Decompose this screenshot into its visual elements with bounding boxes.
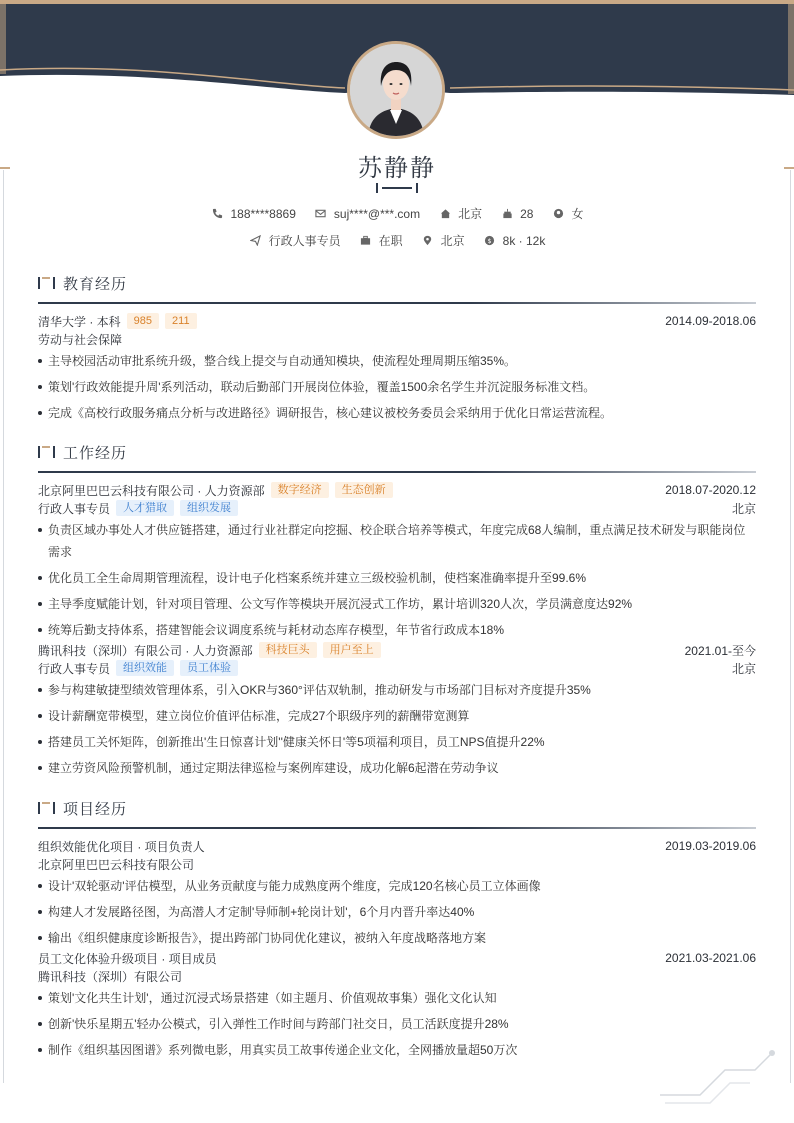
project-period: 2021.03-2021.06	[665, 951, 756, 965]
project-entry	[38, 949, 756, 1061]
company-name: 腾讯科技（深圳）有限公司 · 人力资源部	[38, 643, 253, 658]
project-entry	[38, 837, 756, 949]
education-period: 2014.09-2018.06	[665, 314, 756, 328]
list-item: 策划'行政效能提升周'系列活动，联动后勤部门开展岗位体验，覆盖1500余名学生并沉淀服务标准文档。	[38, 376, 756, 398]
job-role: 行政人事专员	[38, 501, 111, 516]
phone-text: 188****8869	[230, 206, 296, 221]
status-item	[359, 232, 403, 249]
work-title: 工作经历	[63, 444, 128, 462]
gender-item	[551, 205, 583, 222]
cake-icon	[500, 207, 514, 221]
role-tag: 组织发展	[180, 500, 238, 516]
education-heading	[38, 272, 756, 294]
list-item: 制作《组织基因图谱》系列微电影，用真实员工故事传递企业文化，全网播放量超50万次	[38, 1039, 756, 1061]
right-border-line	[790, 170, 791, 1083]
project-name: 员工文化体验升级项目 · 项目成员	[38, 951, 217, 966]
company-tag: 生态创新	[335, 482, 393, 498]
list-item: 统筹后勤支持体系，搭建智能会议调度系统与耗材动态库存模型，年节省行政成本18%	[38, 619, 756, 641]
section-divider	[38, 302, 756, 304]
paper-plane-icon	[249, 234, 263, 248]
job-entry	[38, 481, 756, 641]
school-tag: 985	[127, 313, 159, 329]
education-bullets	[38, 350, 756, 424]
company-tag: 用户至上	[323, 642, 381, 658]
list-item: 主导校园活动审批系统升级，整合线上提交与自动通知模块，使流程处理周期压缩35%。	[38, 350, 756, 372]
role-tag: 员工体验	[180, 660, 238, 676]
list-item: 建立劳资风险预警机制，通过定期法律巡检与案例库建设，成功化解6起潜在劳动争议	[38, 757, 756, 779]
project-company: 北京阿里巴巴云科技有限公司	[38, 857, 195, 872]
project-bullets	[38, 987, 756, 1061]
role-tag: 组织效能	[116, 660, 174, 676]
projects-title: 项目经历	[63, 800, 128, 818]
home-icon	[438, 207, 452, 221]
job-city: 北京	[731, 501, 756, 516]
project-bullets	[38, 875, 756, 949]
contact-row	[0, 205, 794, 222]
project-period: 2019.03-2019.06	[665, 839, 756, 853]
mail-icon	[314, 207, 328, 221]
job-period: 2021.01-至今	[684, 643, 756, 658]
project-company: 腾讯科技（深圳）有限公司	[38, 969, 183, 984]
education-title: 教育经历	[63, 275, 128, 293]
name-divider	[376, 183, 418, 193]
education-entry	[38, 312, 756, 424]
position-item	[249, 232, 341, 249]
briefcase-icon	[359, 234, 373, 248]
city-item	[438, 205, 482, 222]
intent-city-item	[421, 232, 465, 249]
list-item: 负责区域办事处人才供应链搭建，通过行业社群定向挖掘、校企联合培养等模式，年度完成68人编制，重点满足技术研发与职能岗位需求	[38, 519, 756, 563]
list-item: 主导季度赋能计划，针对项目管理、公文写作等模块开展沉浸式工作坊，累计培训320人次，学员满意度达92%	[38, 593, 756, 615]
position-text: 行政人事专员	[268, 234, 341, 248]
job-period: 2018.07-2020.12	[665, 483, 756, 497]
list-item: 构建人才发展路径图，为高潜人才定制'导师制+轮岗计划'，6个月内晋升率达40%	[38, 901, 756, 923]
list-item: 设计薪酬宽带模型，建立岗位价值评估标准，完成27个职级序列的薪酬带宽测算	[38, 705, 756, 727]
email-item	[314, 207, 420, 221]
age-text: 28	[520, 206, 534, 221]
job-city: 北京	[731, 661, 756, 676]
avatar-portrait-icon	[350, 44, 442, 136]
list-item: 优化员工全生命周期管理流程，设计电子化档案系统并建立三级校验机制，使档案准确率提升至99.6%	[38, 567, 756, 589]
status-text: 在职	[378, 234, 403, 248]
list-item: 搭建员工关怀矩阵，创新推出'生日惊喜计划''健康关怀日'等5项福利项目，员工NPS值提升22%	[38, 731, 756, 753]
project-name: 组织效能优化项目 · 项目负责人	[38, 839, 205, 854]
list-item: 设计'双轮驱动'评估模型，从业务贡献度与能力成熟度两个维度，完成120名核心员工立体画像	[38, 875, 756, 897]
company-tag: 科技巨头	[259, 642, 317, 658]
work-heading	[38, 441, 756, 463]
salary-item	[483, 234, 546, 248]
section-mark-icon	[38, 276, 56, 290]
age-item	[500, 207, 533, 221]
projects-section	[38, 797, 756, 1065]
city-text: 北京	[458, 207, 483, 221]
section-mark-icon	[38, 445, 56, 459]
left-border-line	[3, 170, 4, 1083]
job-role: 行政人事专员	[38, 661, 111, 676]
school-name: 清华大学 · 本科	[38, 314, 121, 329]
list-item: 创新'快乐星期五'轻办公模式，引入弹性工作时间与跨部门社交日，员工活跃度提升28%	[38, 1013, 756, 1035]
role-tag: 人才猎取	[116, 500, 174, 516]
location-pin-icon	[421, 234, 435, 248]
intent-row	[0, 232, 794, 249]
work-section	[38, 441, 756, 783]
user-circle-icon	[551, 207, 565, 221]
company-name: 北京阿里巴巴云科技有限公司 · 人力资源部	[38, 483, 265, 498]
job-bullets	[38, 519, 756, 641]
list-item: 完成《高校行政服务痛点分析与改进路径》调研报告，核心建议被校务委员会采纳用于优化日常运营流程。	[38, 402, 756, 424]
major: 劳动与社会保障	[38, 332, 123, 347]
school-tag: 211	[165, 313, 197, 329]
avatar	[347, 41, 445, 139]
list-item: 策划'文化共生计划'，通过沉浸式场景搭建（如主题月、价值观故事集）强化文化认知	[38, 987, 756, 1009]
svg-text:$: $	[487, 236, 492, 245]
email-text: suj****@***.com	[333, 206, 421, 221]
gender-text: 女	[571, 207, 584, 221]
phone-item	[210, 207, 295, 221]
job-bullets	[38, 679, 756, 779]
job-entry	[38, 641, 756, 779]
list-item: 参与构建敏捷型绩效管理体系，引入OKR与360°评估双轨制，推动研发与市场部门目标对齐度提升35%	[38, 679, 756, 701]
corner-decoration	[655, 1045, 780, 1107]
intent-city-text: 北京	[440, 234, 465, 248]
salary-text: 8k · 12k	[502, 233, 546, 248]
education-section	[38, 272, 756, 428]
list-item: 输出《组织健康度诊断报告》，提出跨部门协同优化建议，被纳入年度战略落地方案	[38, 927, 756, 949]
candidate-name: 苏静静	[358, 155, 436, 182]
section-divider	[38, 827, 756, 829]
money-icon	[483, 234, 497, 248]
section-mark-icon	[38, 801, 56, 815]
company-tag: 数字经济	[271, 482, 329, 498]
phone-icon	[210, 207, 224, 221]
projects-heading	[38, 797, 756, 819]
section-divider	[38, 471, 756, 473]
